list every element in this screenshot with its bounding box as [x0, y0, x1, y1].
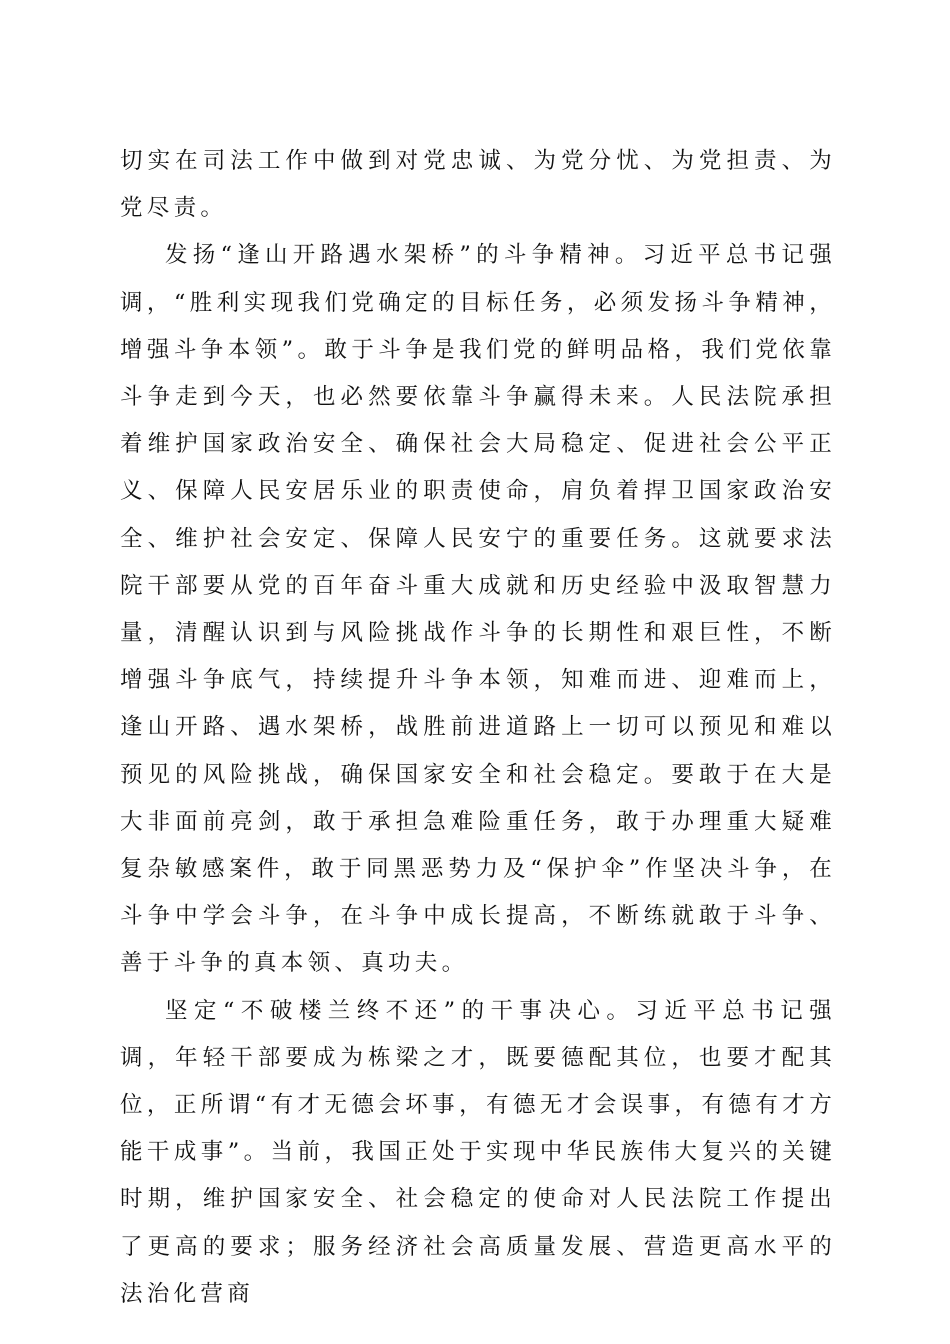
paragraph-struggle-spirit: 发扬“逢山开路遇水架桥”的斗争精神。习近平总书记强调，“胜利实现我们党确定的目标任务，必须发扬斗争精神，增强斗争本领”。敢于斗争是我们党的鲜明品格，我们党依靠斗争走到今天，也必然要依靠斗争赢得未来。人民法院承担着维护国家政治安全、确保社会大局稳定、促进社会公平正义、保障人民安居乐业的职责使命，肩负着捍卫国家政治安全、维护社会安定、保障人民安宁的重要任务。这就要求法院干部要从党的百年奋斗重大成就和历史经验中汲取智慧力量，清醒认识到与风险挑战作斗争的长期性和艰巨性，不断增强斗争底气，持续提升斗争本领，知难而进、迎难而上，逢山开路、遇水架桥，战胜前进道路上一切可以预见和难以预见的风险挑战，确保国家安全和社会稳定。要敢于在大是大非面前亮剑，敢于承担急难险重任务，敢于办理重大疑难复杂敏感案件，敢于同黑恶势力及“保护伞”作坚决斗争，在斗争中学会斗争，在斗争中成长提高，不断练就敢于斗争、善于斗争的真本领、真功夫。 [120, 242, 836, 977]
document-body [120, 138, 836, 1318]
paragraph-continuation: 切实在司法工作中做到对党忠诚、为党分忧、为党担责、为党尽责。 [120, 148, 836, 222]
paragraph-determination: 坚定“不破楼兰终不还”的干事决心。习近平总书记强调，年轻干部要成为栋梁之才，既要德配其位，也要才配其位，正所谓“有才无德会坏事，有德无才会误事，有德有才方能干成事”。当前，我国正处于实现中华民族伟大复兴的关键时期，维护国家安全、社会稳定的使命对人民法院工作提出了更高的要求；服务经济社会高质量发展、营造更高水平的法治化营商 [120, 997, 836, 1307]
